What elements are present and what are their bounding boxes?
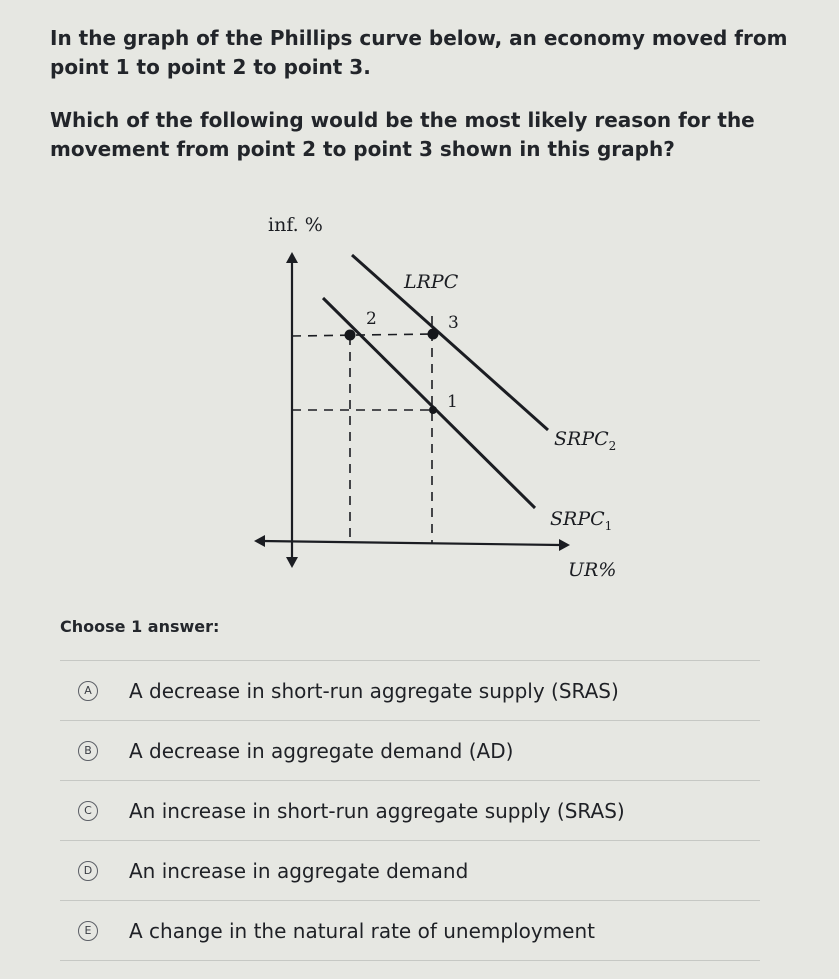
question-line-1: In the graph of the Phillips curve below, an economy moved from point 1 to point 2 to point 3. [50,26,788,79]
option-a-letter: A [78,681,98,701]
srpc2-label-subscript: 2 [608,438,617,453]
guide-h-top [292,334,432,336]
lrpc-label: LRPC [404,271,459,293]
option-d-text: An increase in aggregate demand [129,858,469,883]
y-axis-label: inf. % [268,214,323,236]
option-c[interactable] [60,780,760,840]
x-axis-label: UR% [568,559,617,581]
srpc1-line [323,298,535,508]
answer-options [60,660,760,961]
point-2-marker [345,330,356,341]
option-a-text: A decrease in short-run aggregate supply (SRAS) [129,678,619,703]
option-b-text: A decrease in aggregate demand (AD) [129,738,514,763]
point-1-marker [429,406,437,414]
option-a[interactable] [60,660,760,720]
option-e-letter: E [78,921,98,941]
x-axis-arrow-right [559,539,570,551]
srpc1-label [550,508,612,533]
point-2-label: 2 [366,309,377,329]
choose-label: Choose 1 answer: [60,617,220,636]
point-3-marker [428,329,439,340]
point-1-label: 1 [447,392,458,412]
option-b[interactable] [60,720,760,780]
x-axis [262,541,560,545]
option-c-text: An increase in short-run aggregate supply (SRAS) [129,798,625,823]
option-d-letter: D [78,861,98,881]
option-e[interactable] [60,900,760,961]
question-line-2: Which of the following would be the most likely reason for the movement from point 2 to point 3 shown in this graph? [50,108,755,161]
srpc1-label-subscript: 1 [604,518,613,533]
srpc1-label-text: SRPC [550,508,605,530]
srpc2-label-text: SRPC [554,428,609,450]
y-axis-arrow-down [286,557,298,568]
point-3-label: 3 [448,313,459,333]
option-d[interactable] [60,840,760,900]
srpc2-label [554,428,616,453]
x-axis-arrow-left [254,535,265,547]
y-axis-arrow-up [286,252,298,263]
option-c-letter: C [78,801,98,821]
option-b-letter: B [78,741,98,761]
option-e-text: A change in the natural rate of unemployment [129,918,595,943]
